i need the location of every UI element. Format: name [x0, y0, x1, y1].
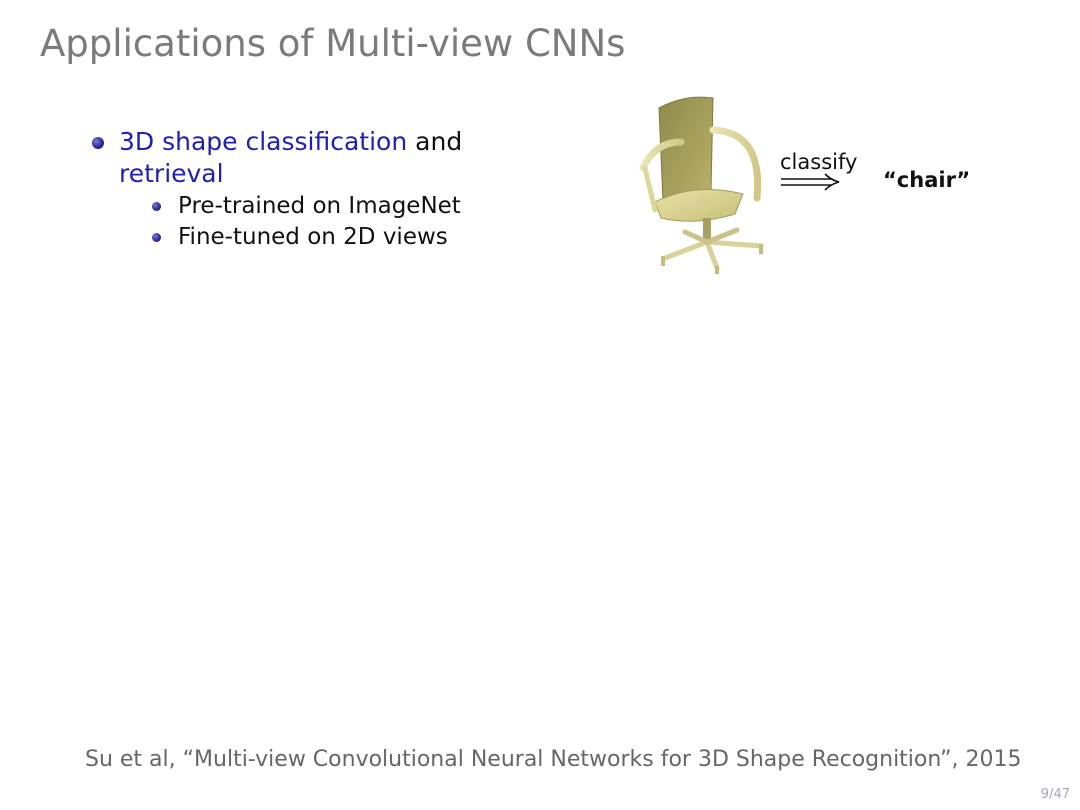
highlight-retrieval: retrieval: [119, 159, 224, 188]
sub-bullet-item: [149, 222, 461, 253]
sub-bullet-item: [149, 191, 461, 222]
bullet-connector: and: [407, 127, 463, 156]
ball-bullet-icon: [92, 137, 104, 149]
sub-bullet-text: Fine-tuned on 2D views: [178, 224, 448, 250]
slide-title: Applications of Multi-view CNNs: [40, 22, 626, 65]
classification-figure: [625, 90, 970, 275]
page-number: 9/47: [1040, 787, 1070, 802]
classification-result: “chair”: [883, 168, 971, 192]
sub-bullet-text: Pre-trained on ImageNet: [178, 193, 461, 219]
chair-image: [625, 90, 775, 275]
implies-double-arrow-icon: [779, 172, 841, 192]
highlight-classification: 3D shape classification: [119, 127, 408, 156]
main-bullet: [90, 126, 570, 190]
citation: Su et al, “Multi-view Convolutional Neural Networks for 3D Shape Recognition”, 2015: [85, 747, 1022, 772]
ball-bullet-icon: [152, 202, 161, 211]
ball-bullet-icon: [152, 233, 161, 242]
sub-bullet-list: [90, 191, 461, 253]
bullet-list: [90, 126, 570, 190]
classify-label: classify: [780, 150, 858, 174]
